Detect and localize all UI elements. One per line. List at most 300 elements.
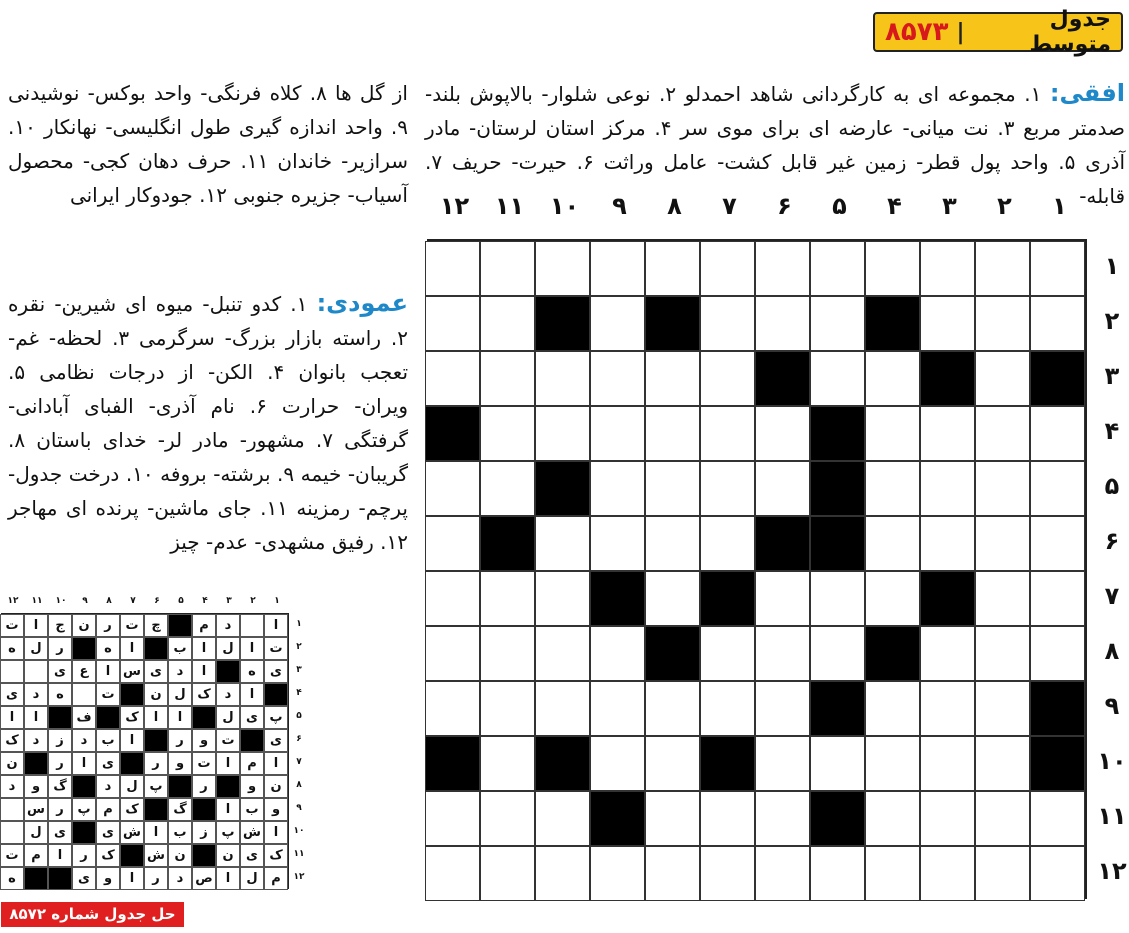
- column-label: ۱: [1052, 192, 1067, 220]
- grid-cell[interactable]: [975, 406, 1030, 461]
- grid-cell[interactable]: [425, 516, 480, 571]
- grid-cell[interactable]: [755, 571, 810, 626]
- solution-black-cell: [24, 867, 48, 890]
- grid-cell[interactable]: [1030, 461, 1085, 516]
- grid-cell[interactable]: [755, 736, 810, 791]
- solution-cell: ن: [264, 775, 288, 798]
- grid-cell[interactable]: [480, 461, 535, 516]
- solution-cell: ا: [192, 660, 216, 683]
- grid-cell[interactable]: [755, 241, 810, 296]
- crossword-grid: [427, 239, 1087, 899]
- row-label: ۱۲: [1097, 857, 1127, 885]
- solution-black-cell: [96, 706, 120, 729]
- solution-cell: ی: [0, 683, 24, 706]
- down-clues-text: ۱. کدو تنبل- میوه ای شیرین- نقره ۲. راسته بازار بزرگ- سرگرمی ۳. لحظه- غم- تعجب بانوان ۴. الکن- از درجات نظامی ۵. ویران- حرارت ۶. نام آذری- الفبای آبادانی- گرفتگی ۷. مشهور- مادر لر- خدای باستان ۸. گریبان- خیمه ۹. برشته- بروفه ۱۰. درخت جدول- پرچم- رمزینه ۱۱. جای ماشین- پرنده ای مهاجر ۱۲. رفیق مشهدی- عدم- چیز: [8, 292, 409, 554]
- grid-cell[interactable]: [645, 681, 700, 736]
- solution-cell: ا: [144, 821, 168, 844]
- solution-black-cell: [48, 706, 72, 729]
- solution-cell: ک: [0, 729, 24, 752]
- solution-cell: ز: [48, 729, 72, 752]
- grid-cell[interactable]: [1030, 626, 1085, 681]
- puzzle-number: ۸۵۷۳: [885, 17, 949, 47]
- black-cell: [480, 516, 535, 571]
- solution-row-label: ۷: [296, 757, 302, 767]
- row-label: ۶: [1104, 527, 1120, 555]
- grid-cell[interactable]: [645, 516, 700, 571]
- grid-cell[interactable]: [755, 461, 810, 516]
- black-cell: [535, 736, 590, 791]
- solution-cell: م: [96, 798, 120, 821]
- grid-cell[interactable]: [1030, 406, 1085, 461]
- grid-cell[interactable]: [755, 846, 810, 901]
- column-label: ۱۱: [494, 192, 525, 220]
- solution-cell: ه: [0, 637, 24, 660]
- grid-cell[interactable]: [810, 296, 865, 351]
- solution-cell: [240, 614, 264, 637]
- grid-cell[interactable]: [920, 296, 975, 351]
- row-label: ۳: [1104, 362, 1120, 390]
- grid-cell[interactable]: [1030, 241, 1085, 296]
- solution-cell: ی: [144, 660, 168, 683]
- column-label: ۴: [887, 192, 902, 220]
- solution-black-cell: [24, 752, 48, 775]
- solution-cell: ب: [168, 821, 192, 844]
- grid-cell[interactable]: [920, 846, 975, 901]
- puzzle-title: جدول متوسط: [1029, 7, 1111, 57]
- across-clues-continued: [8, 76, 408, 212]
- solution-cell: م: [24, 844, 48, 867]
- grid-cell[interactable]: [920, 406, 975, 461]
- solution-row-label: ۳: [296, 665, 302, 675]
- solution-cell: [72, 683, 96, 706]
- grid-cell[interactable]: [975, 351, 1030, 406]
- grid-cell[interactable]: [865, 681, 920, 736]
- grid-cell[interactable]: [480, 791, 535, 846]
- column-label: ۸: [667, 192, 682, 220]
- solution-cell: ک: [120, 798, 144, 821]
- grid-cell[interactable]: [425, 241, 480, 296]
- grid-cell[interactable]: [425, 846, 480, 901]
- grid-cell[interactable]: [590, 736, 645, 791]
- solution-cell: ا: [240, 637, 264, 660]
- grid-cell[interactable]: [700, 296, 755, 351]
- grid-cell[interactable]: [535, 516, 590, 571]
- grid-cell[interactable]: [810, 241, 865, 296]
- solution-black-cell: [72, 775, 96, 798]
- solution-cell: [24, 660, 48, 683]
- grid-cell[interactable]: [590, 516, 645, 571]
- grid-cell[interactable]: [920, 461, 975, 516]
- black-cell: [810, 516, 865, 571]
- solution-row-headers: [291, 613, 307, 889]
- solution-cell: و: [96, 867, 120, 890]
- solution-column-label: ۱: [274, 596, 280, 606]
- grid-cell[interactable]: [1030, 296, 1085, 351]
- solution-cell: ل: [216, 637, 240, 660]
- grid-cell[interactable]: [865, 846, 920, 901]
- solution-black-cell: [120, 844, 144, 867]
- grid-cell[interactable]: [975, 461, 1030, 516]
- grid-cell[interactable]: [425, 626, 480, 681]
- row-label: ۴: [1104, 417, 1120, 445]
- black-cell: [755, 351, 810, 406]
- grid-cell[interactable]: [535, 241, 590, 296]
- solution-cell: د: [168, 660, 192, 683]
- black-cell: [425, 406, 480, 461]
- grid-cell[interactable]: [480, 846, 535, 901]
- solution-cell: ز: [192, 821, 216, 844]
- solution-black-cell: [192, 798, 216, 821]
- solution-cell: ا: [192, 637, 216, 660]
- grid-cell[interactable]: [645, 406, 700, 461]
- solution-column-label: ۷: [130, 596, 136, 606]
- black-cell: [1030, 681, 1085, 736]
- solution-column-headers: [1, 596, 289, 606]
- grid-cell[interactable]: [865, 791, 920, 846]
- solution-row-label: ۲: [296, 642, 302, 652]
- solution-cell: گ: [48, 775, 72, 798]
- solution-cell: س: [120, 660, 144, 683]
- grid-cell[interactable]: [480, 406, 535, 461]
- grid-column-headers: [427, 192, 1087, 232]
- solution-black-cell: [192, 844, 216, 867]
- black-cell: [920, 571, 975, 626]
- solution-cell: ی: [264, 729, 288, 752]
- solution-cell: م: [192, 614, 216, 637]
- grid-cell[interactable]: [755, 791, 810, 846]
- solution-cell: و: [168, 752, 192, 775]
- row-label: ۷: [1104, 582, 1120, 610]
- solution-cell: ه: [0, 867, 24, 890]
- solution-cell: پ: [216, 821, 240, 844]
- grid-cell[interactable]: [590, 846, 645, 901]
- solution-cell: د: [168, 867, 192, 890]
- grid-cell[interactable]: [920, 241, 975, 296]
- grid-cell[interactable]: [425, 296, 480, 351]
- grid-cell[interactable]: [480, 736, 535, 791]
- grid-cell[interactable]: [975, 571, 1030, 626]
- grid-cell[interactable]: [920, 791, 975, 846]
- grid-cell[interactable]: [865, 406, 920, 461]
- solution-row-label: ۱۱: [293, 849, 305, 859]
- solution-cell: ف: [72, 706, 96, 729]
- solution-cell: ص: [192, 867, 216, 890]
- solution-cell: پ: [72, 798, 96, 821]
- solution-column-label: ۱۲: [7, 596, 19, 606]
- column-label: ۱۰: [549, 192, 580, 220]
- grid-cell[interactable]: [425, 461, 480, 516]
- grid-cell[interactable]: [755, 406, 810, 461]
- grid-cell[interactable]: [590, 406, 645, 461]
- grid-cell[interactable]: [535, 846, 590, 901]
- solution-cell: ک: [96, 844, 120, 867]
- solution-cell: د: [0, 775, 24, 798]
- grid-cell[interactable]: [425, 791, 480, 846]
- grid-cell[interactable]: [920, 626, 975, 681]
- grid-cell[interactable]: [425, 351, 480, 406]
- grid-cell[interactable]: [700, 241, 755, 296]
- solution-cell: د: [216, 614, 240, 637]
- grid-cell[interactable]: [480, 296, 535, 351]
- solution-column-label: ۹: [82, 596, 88, 606]
- grid-cell[interactable]: [590, 626, 645, 681]
- solution-cell: ر: [48, 637, 72, 660]
- grid-cell[interactable]: [920, 736, 975, 791]
- grid-cell[interactable]: [480, 681, 535, 736]
- solution-cell: [0, 798, 24, 821]
- grid-cell[interactable]: [975, 791, 1030, 846]
- grid-cell[interactable]: [865, 736, 920, 791]
- grid-cell[interactable]: [480, 241, 535, 296]
- grid-cell[interactable]: [700, 406, 755, 461]
- grid-cell[interactable]: [700, 461, 755, 516]
- solution-cell: ی: [96, 752, 120, 775]
- grid-cell[interactable]: [920, 516, 975, 571]
- solution-cell: ل: [240, 867, 264, 890]
- grid-cell[interactable]: [975, 626, 1030, 681]
- grid-cell[interactable]: [975, 681, 1030, 736]
- grid-cell[interactable]: [645, 791, 700, 846]
- grid-cell[interactable]: [865, 241, 920, 296]
- grid-cell[interactable]: [645, 846, 700, 901]
- column-label: ۱۲: [439, 192, 470, 220]
- grid-cell[interactable]: [975, 241, 1030, 296]
- grid-cell[interactable]: [975, 736, 1030, 791]
- grid-cell[interactable]: [810, 626, 865, 681]
- grid-cell[interactable]: [700, 351, 755, 406]
- solution-cell: ه: [48, 683, 72, 706]
- solution-cell: ت: [0, 844, 24, 867]
- grid-cell[interactable]: [1030, 516, 1085, 571]
- solution-cell: ا: [96, 660, 120, 683]
- solution-black-cell: [168, 775, 192, 798]
- solution-black-cell: [120, 752, 144, 775]
- solution-black-cell: [144, 729, 168, 752]
- solution-cell: ی: [240, 706, 264, 729]
- column-label: ۲: [997, 192, 1012, 220]
- solution-cell: ر: [72, 844, 96, 867]
- solution-cell: ش: [240, 821, 264, 844]
- black-cell: [1030, 736, 1085, 791]
- solution-cell: ت: [264, 637, 288, 660]
- solution-row-label: ۵: [296, 711, 302, 721]
- solution-black-cell: [144, 637, 168, 660]
- solution-cell: ر: [144, 867, 168, 890]
- solution-cell: ل: [216, 706, 240, 729]
- solution-label: حل جدول شماره ۸۵۷۲: [1, 902, 184, 927]
- solution-cell: ر: [144, 752, 168, 775]
- solution-cell: ن: [72, 614, 96, 637]
- solution-cell: ا: [240, 683, 264, 706]
- grid-cell[interactable]: [535, 351, 590, 406]
- solution-cell: و: [192, 729, 216, 752]
- grid-cell[interactable]: [865, 516, 920, 571]
- solution-cell: ا: [144, 706, 168, 729]
- solution-black-cell: [264, 683, 288, 706]
- black-cell: [810, 461, 865, 516]
- solution-cell: ا: [216, 752, 240, 775]
- grid-cell[interactable]: [535, 571, 590, 626]
- solution-black-cell: [168, 614, 192, 637]
- black-cell: [810, 681, 865, 736]
- solution-column-label: ۴: [202, 596, 208, 606]
- solution-cell: ه: [96, 637, 120, 660]
- solution-cell: ت: [96, 683, 120, 706]
- solution-column-label: ۱۱: [31, 596, 43, 606]
- solution-cell: ی: [264, 660, 288, 683]
- grid-cell[interactable]: [590, 461, 645, 516]
- solution-cell: ی: [240, 844, 264, 867]
- grid-cell[interactable]: [1030, 846, 1085, 901]
- title-separator: |: [956, 19, 965, 45]
- grid-cell[interactable]: [975, 516, 1030, 571]
- down-clues-block: [8, 286, 408, 559]
- grid-cell[interactable]: [535, 406, 590, 461]
- across-clues-text-continued: از گل ها ۸. کلاه فرنگی- واحد بوکس- نوشیدنی ۹. واحد اندازه گیری طول انگلیسی- نهانکار ۱۰. سرازیر- خاندان ۱۱. حرف دهان کجی- محصول آسیاب- جزیره جنوبی ۱۲. جودوکار ایرانی: [8, 81, 408, 207]
- grid-cell[interactable]: [480, 626, 535, 681]
- grid-cell[interactable]: [700, 846, 755, 901]
- row-label: ۵: [1104, 472, 1120, 500]
- solution-cell: د: [24, 683, 48, 706]
- solution-cell: ت: [216, 729, 240, 752]
- solution-black-cell: [48, 867, 72, 890]
- solution-cell: ت: [192, 752, 216, 775]
- black-cell: [865, 626, 920, 681]
- solution-row-label: ۱: [296, 619, 302, 629]
- solution-cell: ی: [48, 660, 72, 683]
- grid-cell[interactable]: [425, 681, 480, 736]
- solution-grid: [1, 613, 289, 889]
- solution-cell: ا: [120, 637, 144, 660]
- grid-cell[interactable]: [755, 626, 810, 681]
- solution-cell: د: [24, 729, 48, 752]
- grid-cell[interactable]: [1030, 791, 1085, 846]
- grid-cell[interactable]: [810, 351, 865, 406]
- grid-cell[interactable]: [590, 351, 645, 406]
- solution-cell: ر: [48, 752, 72, 775]
- solution-cell: ا: [264, 614, 288, 637]
- black-cell: [700, 571, 755, 626]
- row-label: ۱۰: [1097, 747, 1127, 775]
- grid-cell[interactable]: [920, 681, 975, 736]
- grid-cell[interactable]: [590, 296, 645, 351]
- solution-cell: و: [24, 775, 48, 798]
- grid-cell[interactable]: [810, 571, 865, 626]
- grid-cell[interactable]: [645, 736, 700, 791]
- solution-cell: ج: [48, 614, 72, 637]
- solution-cell: ا: [216, 798, 240, 821]
- grid-cell[interactable]: [645, 241, 700, 296]
- solution-black-cell: [216, 660, 240, 683]
- grid-cell[interactable]: [645, 351, 700, 406]
- solution-cell: ر: [96, 614, 120, 637]
- grid-cell[interactable]: [535, 791, 590, 846]
- solution-cell: ل: [120, 775, 144, 798]
- black-cell: [755, 516, 810, 571]
- grid-cell[interactable]: [810, 846, 865, 901]
- grid-cell[interactable]: [865, 571, 920, 626]
- black-cell: [645, 626, 700, 681]
- black-cell: [590, 571, 645, 626]
- solution-cell: ک: [192, 683, 216, 706]
- solution-cell: ی: [48, 821, 72, 844]
- row-label: ۲: [1104, 307, 1120, 335]
- solution-cell: ا: [24, 614, 48, 637]
- solution-black-cell: [72, 821, 96, 844]
- grid-cell[interactable]: [590, 241, 645, 296]
- solution-cell: م: [240, 752, 264, 775]
- solution-cell: ک: [120, 706, 144, 729]
- solution-cell: ا: [264, 821, 288, 844]
- solution-black-cell: [216, 775, 240, 798]
- column-label: ۷: [722, 192, 737, 220]
- grid-cell[interactable]: [865, 351, 920, 406]
- grid-cell[interactable]: [755, 296, 810, 351]
- solution-cell: ا: [264, 752, 288, 775]
- solution-cell: ن: [216, 844, 240, 867]
- column-label: ۶: [777, 192, 792, 220]
- black-cell: [810, 406, 865, 461]
- solution-column-label: ۲: [250, 596, 256, 606]
- grid-cell[interactable]: [700, 516, 755, 571]
- grid-cell[interactable]: [645, 571, 700, 626]
- grid-cell[interactable]: [590, 681, 645, 736]
- solution-cell: ل: [24, 821, 48, 844]
- grid-cell[interactable]: [755, 681, 810, 736]
- black-cell: [920, 351, 975, 406]
- grid-cell[interactable]: [1030, 571, 1085, 626]
- across-heading: افقی:: [1049, 79, 1126, 107]
- solution-column-label: ۵: [178, 596, 184, 606]
- grid-cell[interactable]: [975, 846, 1030, 901]
- puzzle-title-badge: [873, 7, 1123, 57]
- solution-cell: [0, 660, 24, 683]
- grid-cell[interactable]: [700, 681, 755, 736]
- solution-cell: د: [96, 775, 120, 798]
- grid-cell[interactable]: [865, 461, 920, 516]
- solution-row-label: ۴: [296, 688, 302, 698]
- grid-cell[interactable]: [700, 626, 755, 681]
- grid-cell[interactable]: [480, 571, 535, 626]
- grid-cell[interactable]: [975, 296, 1030, 351]
- grid-cell[interactable]: [425, 571, 480, 626]
- row-label: ۹: [1104, 692, 1120, 720]
- solution-cell: ن: [168, 844, 192, 867]
- black-cell: [810, 791, 865, 846]
- solution-cell: ن: [144, 683, 168, 706]
- solution-cell: پ: [144, 775, 168, 798]
- solution-cell: و: [240, 775, 264, 798]
- solution-cell: ر: [192, 775, 216, 798]
- solution-cell: [0, 821, 24, 844]
- solution-column-label: ۳: [226, 596, 232, 606]
- grid-cell[interactable]: [810, 736, 865, 791]
- across-clues-text: ۱. مجموعه ای به کارگردانی شاهد احمدلو ۲. نوعی شلوار- بالاپوش بلند- صدمتر مربع ۳. نت میانی- عارضه ای برای موی سر ۴. مرکز استان لرستان- مادر آذری ۵. واحد پول قطر- زمین غیر قابل کشت- عامل وراثت ۶. حیرت- حریف ۷. قابله-: [425, 82, 1126, 208]
- solution-cell: ل: [24, 637, 48, 660]
- solution-black-cell: [240, 729, 264, 752]
- grid-cell[interactable]: [535, 626, 590, 681]
- solution-row-label: ۶: [296, 734, 302, 744]
- grid-cell[interactable]: [535, 681, 590, 736]
- solution-cell: ر: [48, 798, 72, 821]
- solution-cell: ش: [120, 821, 144, 844]
- solution-cell: ی: [96, 821, 120, 844]
- solution-cell: ه: [240, 660, 264, 683]
- grid-cell[interactable]: [645, 461, 700, 516]
- black-cell: [425, 736, 480, 791]
- grid-cell[interactable]: [480, 351, 535, 406]
- grid-cell[interactable]: [700, 791, 755, 846]
